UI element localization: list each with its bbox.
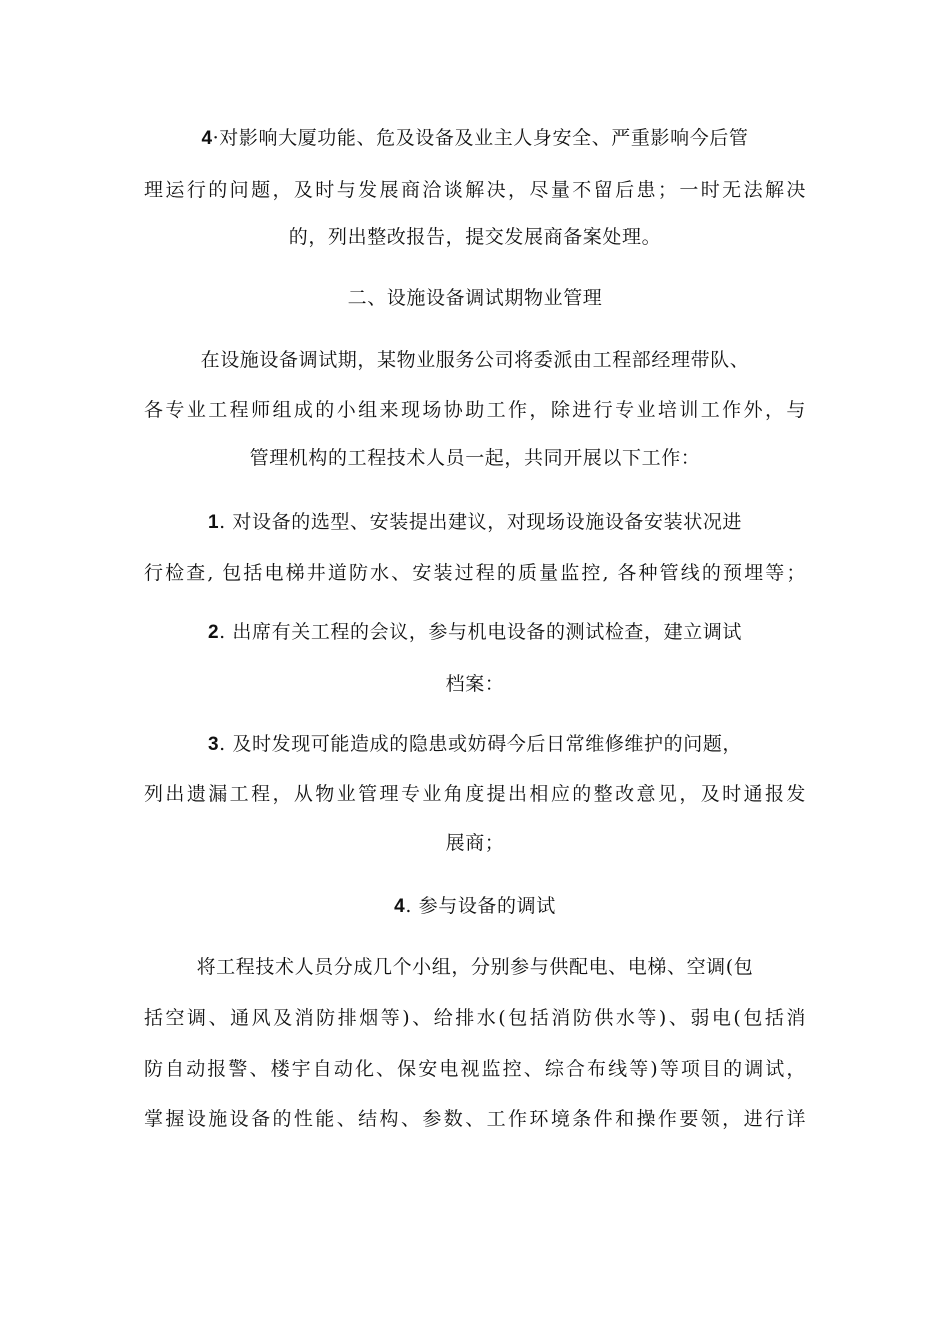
intro-line1: 在设施设备调试期，某物业服务公司将委派由工程部经理带队、 bbox=[200, 349, 750, 371]
line-text: . 及时发现可能造成的隐患或妨碍今后日常维修维护的问题， bbox=[219, 733, 743, 755]
final-line2: 括空调、通风及消防排烟等)、给排水(包括消防供水等)、弱电(包括消 bbox=[144, 1007, 806, 1029]
item-number: 1 bbox=[207, 512, 220, 533]
item3-line1 bbox=[0, 732, 950, 757]
line-text: . 参与设备的调试 bbox=[405, 895, 556, 917]
final-line1: 将工程技术人员分成几个小组，分别参与供配电、电梯、空调(包 bbox=[196, 956, 754, 978]
line-text: . 对设备的选型、安装提出建议，对现场设施设备安装状况进 bbox=[219, 511, 743, 533]
item3-line3: 展商； bbox=[445, 832, 505, 854]
item1-line1 bbox=[0, 510, 950, 535]
item1-line2: 行检查, 包括电梯井道防水、安装过程的质量监控, 各种管线的预埋等； bbox=[144, 562, 806, 584]
final-line3: 防自动报警、楼宇自动化、保安电视监控、综合布线等)等项目的调试， bbox=[144, 1058, 806, 1080]
item-number: 4 bbox=[394, 896, 406, 917]
line-text: ·对影响大厦功能、危及设备及业主人身安全、严重影响今后管 bbox=[212, 127, 749, 149]
item3-line2: 列出遗漏工程，从物业管理专业角度提出相应的整改意见，及时通报发 bbox=[144, 783, 806, 805]
section-heading: 二、设施设备调试期物业管理 bbox=[347, 287, 603, 309]
item2-line1 bbox=[0, 620, 950, 645]
final-line4: 掌握设施设备的性能、结构、参数、工作环境条件和操作要领，进行详 bbox=[144, 1108, 806, 1130]
line-text: . 出席有关工程的会议，参与机电设备的测试检查，建立调试 bbox=[219, 621, 743, 643]
item-number: 2 bbox=[207, 622, 220, 643]
item-number: 3 bbox=[207, 734, 220, 755]
item2-line2: 档案： bbox=[445, 673, 505, 695]
item4-intro-line2: 理运行的问题，及时与发展商洽谈解决，尽量不留后患；一时无法解决 bbox=[144, 179, 806, 201]
intro-line2: 各专业工程师组成的小组来现场协助工作，除进行专业培训工作外，与 bbox=[144, 399, 806, 421]
item4-intro-line3: 的，列出整改报告，提交发展商备案处理。 bbox=[288, 226, 662, 248]
item4-intro-line1 bbox=[0, 126, 950, 151]
item-number: 4 bbox=[201, 128, 213, 149]
item4-line1 bbox=[0, 894, 950, 919]
intro-line3: 管理机构的工程技术人员一起，共同开展以下工作： bbox=[249, 447, 701, 469]
